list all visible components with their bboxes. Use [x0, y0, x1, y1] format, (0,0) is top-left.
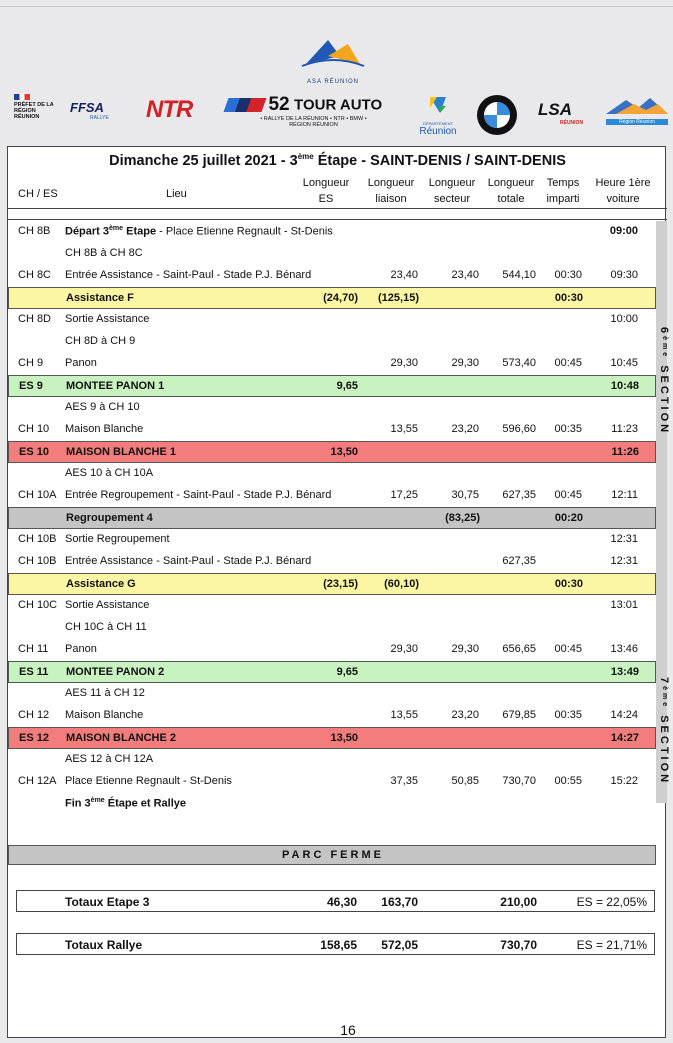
table-row	[8, 265, 656, 287]
lsa-logo	[538, 100, 583, 126]
cell-lieu: CH 10C à CH 11	[65, 621, 147, 633]
departement-sub-label: DÉPARTEMENT	[423, 121, 453, 126]
cell-lieu: MONTEE PANON 1	[66, 380, 165, 392]
cell-totale: 627,35	[502, 489, 536, 501]
cell-lieu: Maison Blanche	[65, 709, 144, 721]
cell-es: 9,65	[336, 666, 358, 678]
cell-totale: 596,60	[502, 423, 536, 435]
table-row	[8, 353, 656, 375]
cell-ch: CH 9	[18, 357, 44, 369]
cell-liaison: 17,25	[390, 489, 418, 501]
table-row	[8, 661, 656, 683]
cell-liaison: 13,55	[390, 709, 418, 721]
cell-lieu: AES 9 à CH 10	[65, 401, 140, 413]
cell-ch: CH 11	[18, 643, 49, 655]
ffsa-sub-label: RALLYE	[90, 115, 109, 121]
cell-lieu: MONTEE PANON 2	[66, 666, 165, 678]
table-row	[8, 485, 656, 507]
cell-temps: 00:45	[554, 489, 582, 501]
table-row	[8, 221, 656, 243]
totaux-rallye-label: Totaux Rallye	[65, 938, 143, 952]
cell-secteur: (83,25)	[445, 512, 480, 524]
cell-heure: 14:27	[610, 732, 639, 744]
cell-es: 13,50	[330, 446, 358, 458]
cell-liaison: 23,40	[390, 269, 418, 281]
cell-lieu: AES 12 à CH 12A	[65, 753, 154, 765]
cell-lieu: Entrée Assistance - Saint-Paul - Stade P.J. Bénard	[65, 555, 312, 567]
totaux-etape-totale: 210,00	[500, 895, 537, 909]
parc-ferme-label: PARC FERME	[282, 849, 384, 861]
cell-lieu: Panon	[65, 357, 97, 369]
cell-temps: 00:35	[554, 709, 582, 721]
cell-ch: CH 12A	[18, 775, 57, 787]
cell-ch: CH 8D	[18, 313, 52, 325]
cell-lieu: AES 11 à CH 12	[65, 687, 145, 699]
table-row	[8, 749, 656, 771]
cell-ch: CH 8B	[18, 225, 51, 237]
cell-ch: CH 10B	[18, 533, 57, 545]
bmw-roundel-icon	[476, 94, 518, 136]
header-divider-2	[8, 219, 667, 220]
parc-ferme-band	[8, 845, 656, 865]
section-6-label: 6ème SECTION	[658, 327, 670, 436]
top-divider	[0, 6, 673, 7]
cell-ch: CH 10A	[18, 489, 57, 501]
cell-heure: 09:00	[609, 225, 638, 237]
cell-lieu: Assistance G	[66, 578, 136, 590]
cell-ch: ES 9	[19, 380, 43, 392]
cell-lieu: CH 8D à CH 9	[65, 335, 136, 347]
cell-lieu: MAISON BLANCHE 1	[66, 446, 177, 458]
cell-heure: 10:00	[610, 313, 638, 325]
cell-heure: 12:31	[610, 533, 638, 545]
cell-totale: 656,65	[502, 643, 536, 655]
cell-totale: 573,40	[502, 357, 536, 369]
tour-sub1: • RALLYE DE LA RÉUNION • NTR • BMW •	[260, 116, 367, 122]
cell-lieu: Départ 3ème Etape - Place Etienne Regnault - St-Denis	[65, 225, 333, 238]
totaux-rallye-totale: 730,70	[500, 938, 537, 952]
header-divider	[8, 208, 667, 209]
header-es: Longueur ES	[302, 177, 350, 205]
cell-heure: 12:11	[611, 489, 638, 501]
totaux-rallye-pct: ES = 21,71%	[576, 938, 647, 952]
lsa-label: LSA	[538, 100, 572, 119]
cell-heure: 09:30	[610, 269, 638, 281]
cell-secteur: 29,30	[451, 357, 479, 369]
departement-label: Réunion	[419, 126, 457, 137]
table-row	[8, 287, 656, 309]
cell-secteur: 30,75	[451, 489, 479, 501]
table-row	[8, 617, 656, 639]
page-title: Dimanche 25 juillet 2021 - 3ème Étape - SAINT-DENIS / SAINT-DENIS	[109, 152, 566, 169]
table-row	[8, 595, 656, 617]
asa-emblem-icon	[298, 34, 368, 72]
cell-heure: 11:26	[611, 446, 639, 458]
cell-ch: CH 8C	[18, 269, 52, 281]
cell-temps: 00:30	[554, 292, 583, 304]
cell-ch: CH 10C	[18, 599, 58, 611]
ffsa-logo	[70, 100, 109, 121]
departement-logo	[416, 94, 460, 137]
page-number: 16	[340, 1022, 356, 1038]
cell-es: (24,70)	[323, 292, 358, 304]
cell-totale: 730,70	[502, 775, 536, 787]
cell-totale: 544,10	[502, 269, 536, 281]
header-secteur: Longueur secteur	[428, 177, 476, 205]
cell-liaison: 37,35	[390, 775, 418, 787]
cell-secteur: 50,85	[451, 775, 479, 787]
cell-lieu: Fin 3ème Étape et Rallye	[65, 797, 187, 810]
table-row	[8, 507, 656, 529]
cell-ch: ES 12	[19, 732, 49, 744]
cell-heure: 10:48	[610, 380, 639, 392]
cell-liaison: (125,15)	[378, 292, 419, 304]
cell-lieu: MAISON BLANCHE 2	[66, 732, 177, 744]
totaux-rallye-liaison: 572,05	[381, 938, 418, 952]
table-row	[8, 309, 656, 331]
header-totale: Longueur totale	[487, 177, 535, 205]
cell-secteur: 23,20	[451, 423, 479, 435]
cell-secteur: 23,20	[451, 709, 479, 721]
cell-heure: 13:49	[610, 666, 639, 678]
header-liaison: Longueur liaison	[367, 177, 415, 205]
cell-ch: CH 10	[18, 423, 50, 435]
cell-heure: 11:23	[611, 423, 638, 435]
table-row	[8, 771, 656, 793]
cell-lieu: Maison Blanche	[65, 423, 144, 435]
cell-temps: 00:35	[554, 423, 582, 435]
table-row	[8, 573, 656, 595]
cell-lieu: Place Etienne Regnault - St-Denis	[65, 775, 232, 787]
asa-label: ASA RÉUNION	[306, 79, 359, 85]
cell-liaison: 29,30	[390, 643, 418, 655]
table-row	[8, 683, 656, 705]
cell-lieu: Sortie Regroupement	[65, 533, 170, 545]
totaux-etape-row	[16, 890, 655, 912]
cell-lieu: Regroupement 4	[66, 512, 153, 524]
table-row	[8, 397, 656, 419]
ntr-logo: NTR	[146, 96, 193, 123]
totaux-rallye-row	[16, 933, 655, 955]
cell-temps: 00:30	[554, 578, 583, 590]
header-lieu: Lieu	[166, 188, 187, 200]
totaux-etape-liaison: 163,70	[381, 895, 418, 909]
cell-totale: 679,85	[502, 709, 536, 721]
table-row	[8, 375, 656, 397]
cell-temps: 00:45	[554, 357, 582, 369]
header-temps: Temps imparti	[546, 177, 580, 205]
bmw-logo	[476, 94, 518, 141]
cell-liaison: 13,55	[390, 423, 418, 435]
cell-lieu: Panon	[65, 643, 97, 655]
cell-es: (23,15)	[323, 578, 358, 590]
table-row	[8, 419, 656, 441]
table-row	[8, 441, 656, 463]
region-mountain-icon	[606, 96, 668, 114]
timetable-page	[7, 146, 670, 1038]
lsa-sub-label: RÉUNION	[560, 120, 584, 126]
cell-lieu: Assistance F	[66, 292, 134, 304]
header-ch: CH / ES	[18, 188, 58, 200]
cell-lieu: Sortie Assistance	[65, 313, 150, 325]
prefet-label: PRÉFET DE LA RÉGION RÉUNION	[14, 102, 54, 120]
sponsor-logos	[0, 30, 673, 140]
tour-sub2: RÉGION RÉUNION	[289, 122, 338, 128]
table-row	[8, 639, 656, 661]
cell-heure: 12:31	[610, 555, 638, 567]
asa-reunion-logo	[288, 34, 378, 86]
prefet-logo	[14, 94, 62, 120]
cell-heure: 14:24	[610, 709, 638, 721]
cell-secteur: 29,30	[451, 643, 479, 655]
cell-heure: 13:01	[610, 599, 638, 611]
table-row	[8, 793, 656, 815]
cell-temps: 00:55	[554, 775, 582, 787]
flag-icon	[14, 94, 30, 100]
cell-temps: 00:20	[554, 512, 583, 524]
table-row	[8, 705, 656, 727]
cell-heure: 13:46	[610, 643, 638, 655]
cell-ch: ES 11	[19, 666, 49, 678]
cell-heure: 15:22	[610, 775, 638, 787]
cell-secteur: 23,40	[451, 269, 479, 281]
logo-row	[0, 92, 673, 140]
section-7-label: 7ème SECTION	[658, 677, 670, 786]
totaux-etape-es: 46,30	[326, 895, 357, 909]
cell-lieu: Entrée Assistance - Saint-Paul - Stade P.J. Bénard	[65, 269, 312, 281]
tour-auto-logo	[226, 94, 406, 128]
cell-ch: ES 10	[19, 446, 49, 458]
region-logo	[606, 96, 668, 125]
cell-heure: 10:45	[610, 357, 638, 369]
cell-lieu: Sortie Assistance	[65, 599, 150, 611]
cell-temps: 00:30	[554, 269, 582, 281]
table-row	[8, 529, 656, 551]
cell-ch: CH 12	[18, 709, 50, 721]
cell-es: 13,50	[330, 732, 358, 744]
header-heure: Heure 1ère voiture	[595, 177, 651, 205]
table-row	[8, 243, 656, 265]
m-stripes-icon	[223, 98, 266, 112]
cell-totale: 627,35	[502, 555, 536, 567]
table-row	[8, 551, 656, 573]
totaux-etape-label: Totaux Etape 3	[65, 895, 150, 909]
table-row	[8, 727, 656, 749]
cell-liaison: (60,10)	[384, 578, 419, 590]
tour-name: TOUR AUTO	[294, 96, 383, 114]
stage-rows	[8, 221, 656, 815]
totaux-etape-pct: ES = 22,05%	[576, 895, 647, 909]
cell-lieu: AES 10 à CH 10A	[65, 467, 154, 479]
departement-emblem-icon	[427, 94, 449, 116]
cell-lieu: Entrée Regroupement - Saint-Paul - Stade P.J. Bénard	[65, 489, 332, 501]
cell-liaison: 29,30	[390, 357, 418, 369]
ffsa-label: FFSA	[70, 100, 104, 115]
cell-temps: 00:45	[554, 643, 582, 655]
region-label: Région Réunion	[606, 119, 668, 125]
totaux-rallye-es: 158,65	[320, 938, 357, 952]
cell-es: 9,65	[336, 380, 358, 392]
cell-ch: CH 10B	[18, 555, 57, 567]
tour-number: 52	[268, 94, 290, 115]
table-row	[8, 331, 656, 353]
table-row	[8, 463, 656, 485]
cell-lieu: CH 8B à CH 8C	[65, 247, 143, 259]
